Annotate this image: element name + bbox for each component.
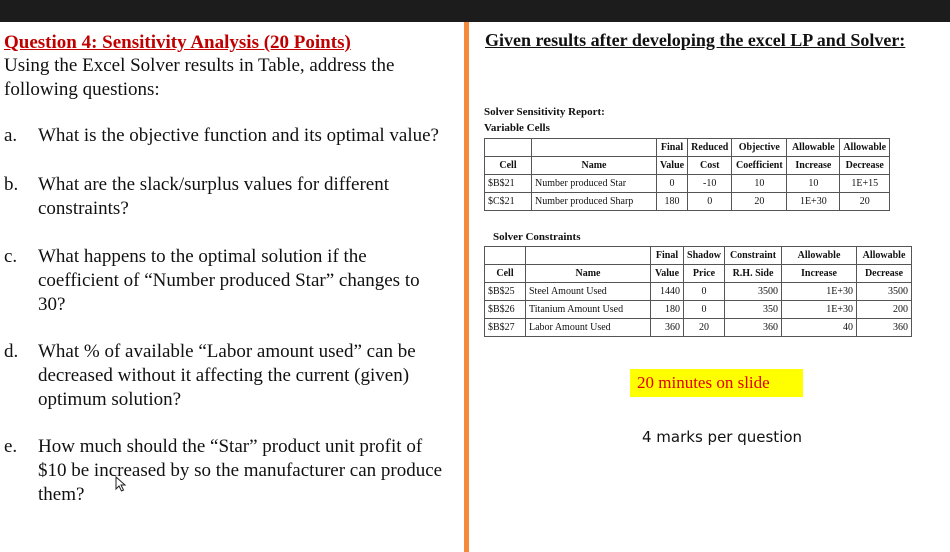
question-panel [4, 31, 462, 102]
table-cell: 0 [684, 301, 725, 319]
header-cell: R.H. Side [725, 265, 782, 283]
question-item-b [4, 173, 424, 221]
header-cell: Allowable [857, 247, 912, 265]
table-cell: 360 [651, 319, 684, 337]
table-cell: 0 [684, 283, 725, 301]
header-cell: Name [532, 157, 657, 175]
header-cell: Decrease [857, 265, 912, 283]
item-text: What is the objective function and its optimal value? [38, 125, 439, 146]
table-header-row [485, 265, 912, 283]
header-cell: Final [657, 139, 688, 157]
header-cell: Value [657, 157, 688, 175]
slide-divider [464, 22, 469, 552]
table-cell: Labor Amount Used [526, 319, 651, 337]
table-cell: Number produced Sharp [532, 193, 657, 211]
question-item-c [4, 245, 444, 317]
mouse-pointer-icon [115, 476, 127, 492]
header-cell: Allowable [840, 139, 890, 157]
header-cell: Value [651, 265, 684, 283]
table-cell: 360 [725, 319, 782, 337]
item-text: What are the slack/surplus values for different constraints? [38, 174, 390, 219]
table-cell: 180 [651, 301, 684, 319]
marks-note: 4 marks per question [642, 428, 803, 446]
header-cell: Constraint [725, 247, 782, 265]
table-header-row [485, 139, 890, 157]
header-cell [526, 247, 651, 265]
item-label: c. [4, 246, 18, 267]
table-cell: Number produced Star [532, 175, 657, 193]
window-top-bar [0, 0, 950, 22]
table-cell: 360 [857, 319, 912, 337]
item-text: What % of available “Labor amount used” can be decreased without it affecting the current (given) optimum solution? [38, 341, 416, 410]
table-cell: $B$27 [485, 319, 526, 337]
item-label: b. [4, 174, 19, 195]
header-cell: Cell [485, 265, 526, 283]
variable-cells-table [484, 138, 890, 211]
table-header-row [485, 157, 890, 175]
table-cell: 0 [657, 175, 688, 193]
table-cell: 10 [732, 175, 787, 193]
item-label: e. [4, 436, 18, 457]
header-cell: Cost [688, 157, 732, 175]
constraints-title: Solver Constraints [493, 231, 581, 243]
header-cell: Coefficient [732, 157, 787, 175]
table-row [485, 301, 912, 319]
header-cell: Cell [485, 157, 532, 175]
table-cell: $B$21 [485, 175, 532, 193]
time-note: 20 minutes on slide [630, 369, 803, 397]
table-row [485, 175, 890, 193]
question-item-e [4, 435, 449, 507]
header-cell: Final [651, 247, 684, 265]
table-row [485, 283, 912, 301]
variable-cells-title: Variable Cells [484, 122, 550, 134]
header-cell: Objective [732, 139, 787, 157]
table-cell: 350 [725, 301, 782, 319]
table-cell: -10 [688, 175, 732, 193]
question-item-d [4, 340, 444, 412]
report-title: Solver Sensitivity Report: [484, 106, 605, 118]
header-cell: Shadow [684, 247, 725, 265]
table-cell: 3500 [857, 283, 912, 301]
header-cell: Increase [782, 265, 857, 283]
table-cell: 20 [840, 193, 890, 211]
table-cell: 20 [732, 193, 787, 211]
header-cell [485, 247, 526, 265]
header-cell: Decrease [840, 157, 890, 175]
item-text: How much should the “Star” product unit profit of $10 be increased by so the manufacturer can produce them? [38, 436, 443, 505]
question-title: Question 4: Sensitivity Analysis (20 Points) [4, 32, 351, 53]
table-cell: 10 [787, 175, 840, 193]
item-label: a. [4, 125, 18, 146]
table-cell: Titanium Amount Used [526, 301, 651, 319]
table-cell: Steel Amount Used [526, 283, 651, 301]
table-cell: $C$21 [485, 193, 532, 211]
table-cell: 1E+30 [782, 301, 857, 319]
question-intro: Using the Excel Solver results in Table, address the following questions: [4, 55, 395, 100]
header-cell: Name [526, 265, 651, 283]
results-heading: Given results after developing the excel LP and Solver: [485, 30, 906, 50]
table-row [485, 193, 890, 211]
table-cell: 1440 [651, 283, 684, 301]
header-cell: Reduced [688, 139, 732, 157]
table-row [485, 319, 912, 337]
header-cell: Increase [787, 157, 840, 175]
header-cell: Allowable [787, 139, 840, 157]
table-cell: 0 [688, 193, 732, 211]
header-cell [485, 139, 532, 157]
table-cell: 200 [857, 301, 912, 319]
table-cell: $B$26 [485, 301, 526, 319]
header-cell [532, 139, 657, 157]
question-item-a [4, 124, 462, 148]
table-cell: 20 [684, 319, 725, 337]
table-cell: 1E+30 [782, 283, 857, 301]
table-cell: 1E+15 [840, 175, 890, 193]
table-cell: 3500 [725, 283, 782, 301]
item-label: d. [4, 341, 19, 362]
item-text: What happens to the optimal solution if the coefficient of “Number produced Star” changes to 30? [38, 246, 420, 315]
table-cell: 40 [782, 319, 857, 337]
header-cell: Price [684, 265, 725, 283]
table-cell: 180 [657, 193, 688, 211]
constraints-table [484, 246, 912, 337]
table-header-row [485, 247, 912, 265]
header-cell: Allowable [782, 247, 857, 265]
table-cell: $B$25 [485, 283, 526, 301]
table-cell: 1E+30 [787, 193, 840, 211]
